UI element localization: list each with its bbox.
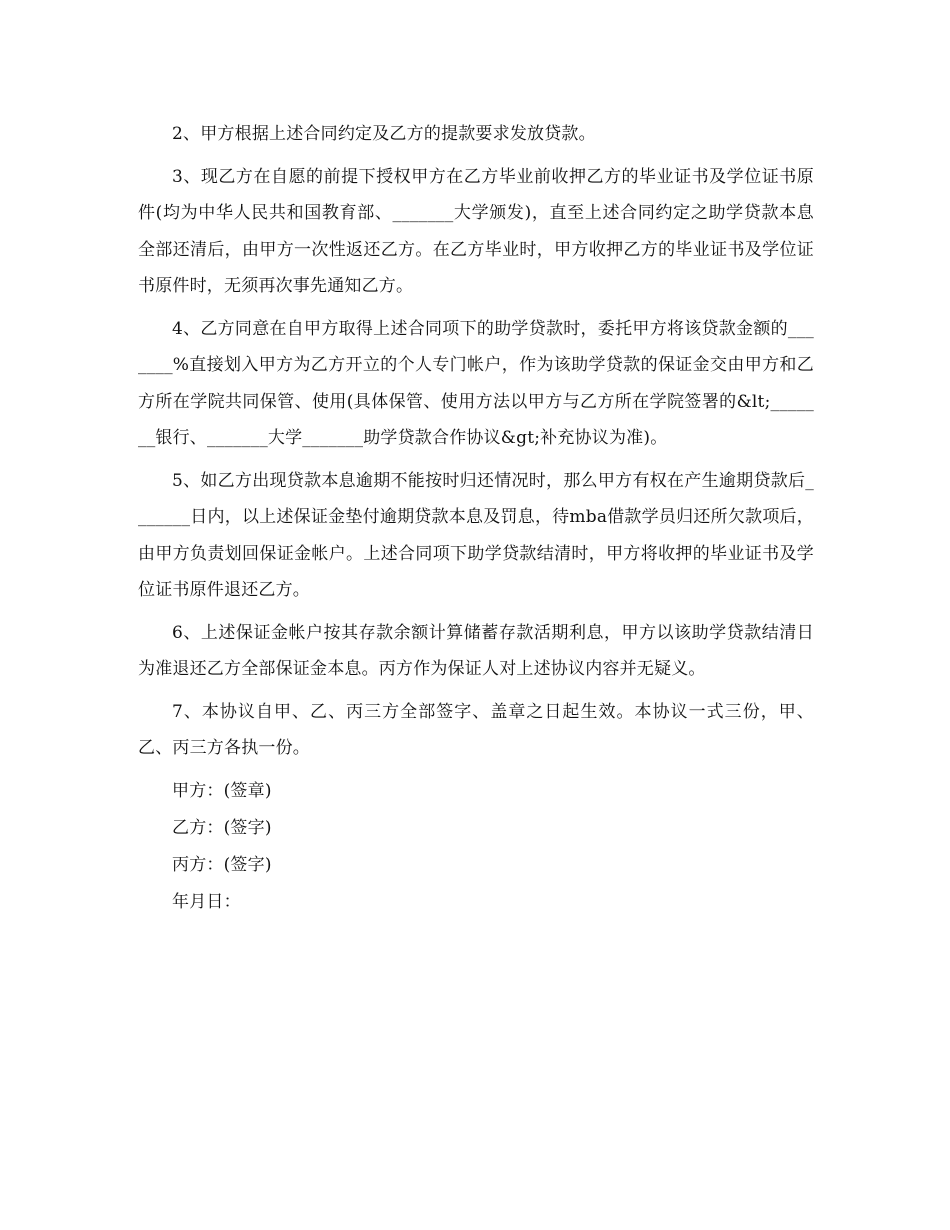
clause-2: 2、甲方根据上述合同约定及乙方的提款要求发放贷款。 <box>172 124 596 144</box>
signature-date: 年月日： <box>172 891 241 912</box>
clause-7: 7、本协议自甲、乙、丙三方全部签字、盖章之日起生效。本协议一式三份，甲、乙、丙三方各执一份。 <box>138 701 814 758</box>
clause-3: 3、现乙方在自愿的前提下授权甲方在乙方毕业前收押乙方的毕业证书及学位证书原件(均为中华人民共和国教育部、_______大学颁发)，直至上述合同约定之助学贷款本息全部还清后，由甲方一次性返还乙方。在乙方毕业时，甲方收押乙方的毕业证书及学位证书原件时，无须再次事先通知乙方。 <box>138 166 814 296</box>
party-b-signature: 乙方：(签字) <box>172 817 272 838</box>
clause-6: 6、上述保证金帐户按其存款余额计算储蓄存款活期利息，甲方以该助学贷款结清日为准退还乙方全部保证金本息。丙方作为保证人对上述协议内容并无疑义。 <box>138 622 814 679</box>
party-c-signature: 丙方：(签字) <box>172 854 272 875</box>
party-a-signature: 甲方：(签章) <box>172 780 272 801</box>
clause-4: 4、乙方同意在自甲方取得上述合同项下的助学贷款时，委托甲方将该贷款金额的_______%直接划入甲方为乙方开立的个人专门帐户，作为该助学贷款的保证金交由甲方和乙方所在学院共同保管、使用(具体保管、使用方法以甲方与乙方所在学院签署的&lt;_______银行、_______大学_______助学贷款合作协议&gt;补充协议为准)。 <box>138 318 814 448</box>
signature-block <box>138 773 814 921</box>
clause-5: 5、如乙方出现贷款本息逾期不能按时归还情况时，那么甲方有权在产生逾期贷款后_______日内，以上述保证金垫付逾期贷款本息及罚息，待mba借款学员归还所欠款项后，由甲方负责划回保证金帐户。上述合同项下助学贷款结清时，甲方将收押的毕业证书及学位证书原件退还乙方。 <box>138 470 814 600</box>
document-body <box>138 116 814 921</box>
